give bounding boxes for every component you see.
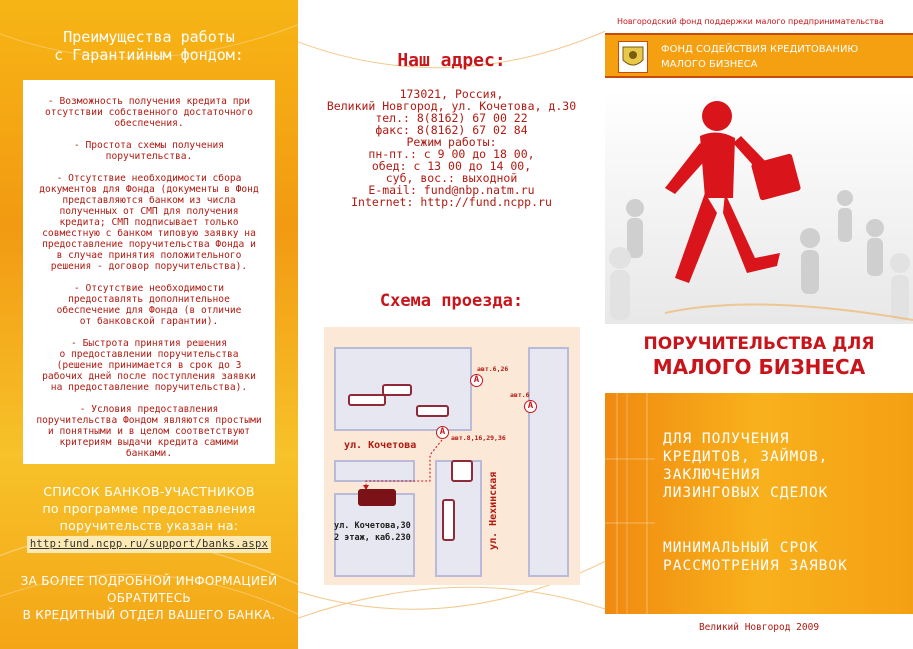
- benefits-list: [23, 80, 275, 464]
- decorative-stripes: [605, 393, 913, 614]
- benefit-item: - Быстрота принятия решения о предоставлении поручительства (решение принимается в срок до 3 рабочих дней после поступления заявки на предоставление поручительства).: [42, 338, 256, 393]
- organization-name: Новгородский фонд поддержки малого предпринимательства: [617, 17, 884, 26]
- email[interactable]: E-mail: fund@nbp.natm.ru: [368, 183, 535, 197]
- bus-routes: авт.6,26: [477, 365, 509, 373]
- contact-bank-note: ЗА БОЛЕЕ ПОДРОБНОЙ ИНФОРМАЦИЕЙ ОБРАТИТЕСЬ В КРЕДИТНЫЙ ОТДЕЛ ВАШЕГО БАНКА.: [20, 574, 278, 622]
- middle-panel: [298, 0, 605, 649]
- coat-of-arms-icon: [618, 41, 648, 73]
- term-text: МИНИМАЛЬНЫЙ СРОК РАССМОТРЕНИЯ ЗАЯВОК: [663, 540, 848, 574]
- fund-name: ФОНД СОДЕЙСТВИЯ КРЕДИТОВАНИЮ МАЛОГО БИЗНЕСА: [661, 44, 859, 70]
- brochure-title: ПОРУЧИТЕЛЬСТВА ДЛЯ МАЛОГО БИЗНЕСА: [643, 334, 875, 379]
- features-box: [605, 393, 913, 614]
- destination-building: [358, 489, 396, 506]
- banks-list-info: СПИСОК БАНКОВ-УЧАСТНИКОВ по программе предоставления поручительств указан на: http:fund.ncpp.ru/support/banks.aspx: [0, 483, 298, 553]
- benefits-title: Преимущества работы с Гарантийным фондом:: [54, 28, 244, 64]
- business-figures-illustration: [605, 88, 913, 324]
- address-title: Наш адрес:: [397, 50, 506, 71]
- bus-stop-icon: А: [470, 374, 483, 387]
- benefit-item: - Условия предоставления поручительства Фондом являются простыми и понятными и в целом соответствуют критериям выдачи кредита самими банками.: [36, 404, 262, 459]
- bus-routes: авт.6: [510, 391, 530, 399]
- benefit-item: - Возможность получения кредита при отсутствии собственного достаточного обеспечения.: [45, 96, 253, 129]
- right-panel: [605, 0, 913, 649]
- footer-city-year: Великий Новгород 2009: [698, 622, 820, 633]
- route-path: [324, 327, 580, 585]
- route-map: [324, 327, 580, 585]
- destination-label: ул. Кочетова,30 2 этаж, каб.230: [334, 521, 411, 543]
- banks-url-link[interactable]: http:fund.ncpp.ru/support/banks.aspx: [27, 536, 271, 553]
- fund-header: [605, 33, 913, 78]
- bus-routes: авт.8,16,29,36: [451, 434, 506, 442]
- address-block: 173021, Россия, Великий Новгород, ул. Кочетова, д.30 тел.: 8(8162) 67 00 22 факс: 8(8162) 67 02 84 Режим работы: пн-пт.: с 9 00 до 18 00, обед: с 13 00 до 14 00, суб, вос.: выходной E-mail: fund@nbp.natm.ru Internet: http://fund.ncpp.ru: [298, 88, 605, 208]
- street-label: ул. Нехинская: [488, 471, 499, 550]
- street-label: ул. Кочетова: [344, 440, 417, 451]
- website[interactable]: Internet: http://fund.ncpp.ru: [351, 195, 552, 209]
- benefit-item: - Отсутствие необходимости сбора документов для Фонда (документы в Фонд представляются банком из числа полученных от СМП для получения кредита; СМП подписывает только совместную с банком типовую заявку на предоставление поручительства Фонда и в случае принятия положительного решения - договор поручительства).: [39, 173, 259, 272]
- left-panel: [0, 0, 298, 649]
- benefit-item: - Отсутствие необходимости предоставлять дополнительное обеспечение для Фонда (в отличие от банковской гарантии).: [56, 283, 242, 327]
- benefit-item: - Простота схемы получения поручительства.: [73, 140, 225, 162]
- bus-stop-icon: А: [524, 400, 537, 413]
- bus-stop-icon: А: [436, 426, 449, 439]
- purpose-text: ДЛЯ ПОЛУЧЕНИЯ КРЕДИТОВ, ЗАЙМОВ, ЗАКЛЮЧЕНИЯ ЛИЗИНГОВЫХ СДЕЛОК: [663, 431, 829, 501]
- scheme-title: Схема проезда:: [379, 291, 524, 311]
